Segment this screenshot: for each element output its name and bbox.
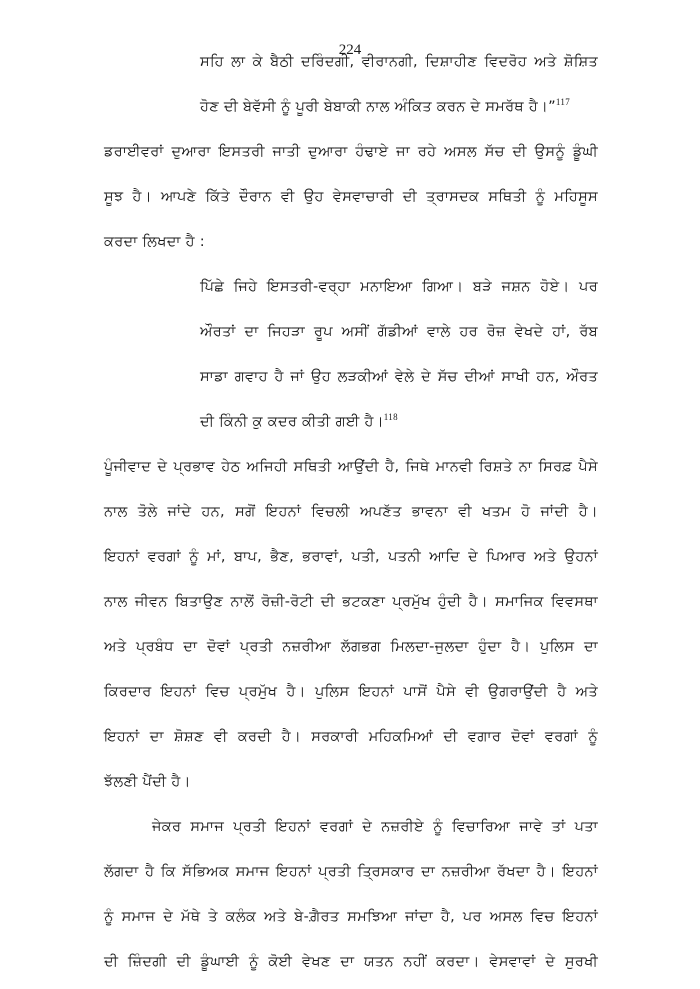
text-line: ਅਤੇ ਪ੍ਰਬੰਧ ਦਾ ਦੋਵਾਂ ਪ੍ਰਤੀ ਨਜ਼ਰੀਆ ਲੱਗਭਗ ਮਿਲਦਾ-ਜੁਲਦਾ ਹੁੰਦਾ ਹੈ। ਪੁਲਿਸ ਦਾ — [104, 639, 598, 655]
text-line: ਹੋਣ ਦੀ ਬੇਵੱਸੀ ਨੂੰ ਪੂਰੀ ਬੇਬਾਕੀ ਨਾਲ ਅੰਕਿਤ ਕਰਨ ਦੇ ਸਮਰੱਥ ਹੈ।”$^{117}$ — [200, 97, 570, 115]
text-line: ਕਿਰਦਾਰ ਇਹਨਾਂ ਵਿਚ ਪ੍ਰਮੁੱਖ ਹੈ। ਪੁਲਿਸ ਇਹਨਾਂ ਪਾਸੋਂ ਪੈਸੇ ਵੀ ਉਗਰਾਉਂਦੀ ਹੈ ਅਤੇ — [104, 684, 598, 700]
footnote-marker: 118 — [383, 412, 398, 423]
text-line: ਇਹਨਾਂ ਦਾ ਸ਼ੋਸ਼ਣ ਵੀ ਕਰਦੀ ਹੈ। ਸਰਕਾਰੀ ਮਹਿਕਮਿਆਂ ਦੀ ਵਗਾਰ ਦੋਵਾਂ ਵਰਗਾਂ ਨੂੰ — [104, 729, 598, 745]
text-line: ਪੂੰਜੀਵਾਦ ਦੇ ਪ੍ਰਭਾਵ ਹੇਠ ਅਜਿਹੀ ਸਥਿਤੀ ਆਉਂਦੀ ਹੈ, ਜਿਥੇ ਮਾਨਵੀ ਰਿਸ਼ਤੇ ਨਾ ਸਿਰਫ਼ ਪੈਸੇ — [104, 459, 598, 475]
text-line: ਇਹਨਾਂ ਵਰਗਾਂ ਨੂੰ ਮਾਂ, ਬਾਪ, ਭੈਣ, ਭਰਾਵਾਂ, ਪਤੀ, ਪਤਨੀ ਆਦਿ ਦੇ ਪਿਆਰ ਅਤੇ ਉਹਨਾਂ — [104, 549, 598, 565]
text-line: ਕਰਦਾ ਲਿਖਦਾ ਹੈ : — [104, 234, 205, 250]
text-line: ਝੱਲਣੀ ਪੈਂਦੀ ਹੈ। — [104, 774, 191, 790]
text-line: ਸਹਿ ਲਾ ਕੇ ਬੈਠੀ ਦਰਿੰਦਗੀ, ਵੀਰਾਨਗੀ, ਦਿਸ਼ਾਹੀਣ ਵਿਦਰੋਹ ਅਤੇ ਸ਼ੋਸ਼ਿਤ — [200, 54, 598, 70]
text-line: ਨਾਲ ਜੀਵਨ ਬਿਤਾਉਣ ਨਾਲੋਂ ਰੋਜ਼ੀ-ਰੋਟੀ ਦੀ ਭਟਕਣਾ ਪ੍ਰਮੁੱਖ ਹੁੰਦੀ ਹੈ। ਸਮਾਜਿਕ ਵਿਵਸਥਾ — [104, 594, 598, 610]
text-line: ਸਾਡਾ ਗਵਾਹ ਹੈ ਜਾਂ ਉਹ ਲੜਕੀਆਂ ਵੇਲੇ ਦੇ ਸੱਚ ਦੀਆਂ ਸਾਖੀ ਹਨ, ਔਰਤ — [200, 369, 598, 385]
text-line: ਸੂਝ ਹੈ। ਆਪਣੇ ਕਿੱਤੇ ਦੌਰਾਨ ਵੀ ਉਹ ਵੇਸਵਾਚਾਰੀ ਦੀ ਤ੍ਰਾਸਦਕ ਸਥਿਤੀ ਨੂੰ ਮਹਿਸੂਸ — [104, 189, 598, 205]
text-line: ਦੀ ਕਿੰਨੀ ਕੁ ਕਦਰ ਕੀਤੀ ਗਈ ਹੈ।$^{118}$ — [200, 412, 398, 430]
text-line: ਦੀ ਜ਼ਿੰਦਗੀ ਦੀ ਡੂੰਘਾਈ ਨੂੰ ਕੋਈ ਵੇਖਣ ਦਾ ਯਤਨ ਨਹੀਂ ਕਰਦਾ। ਵੇਸਵਾਵਾਂ ਦੇ ਸੁਰਖੀ — [104, 954, 598, 970]
page-number: 224 — [338, 42, 362, 58]
text-line: ਲੱਗਦਾ ਹੈ ਕਿ ਸੱਭਿਅਕ ਸਮਾਜ ਇਹਨਾਂ ਪ੍ਰਤੀ ਤ੍ਰਿਸਕਾਰ ਦਾ ਨਜ਼ਰੀਆ ਰੱਖਦਾ ਹੈ। ਇਹਨਾਂ — [104, 864, 598, 880]
text-line: ਡਰਾਈਵਰਾਂ ਦੁਆਰਾ ਇਸਤਰੀ ਜਾਤੀ ਦੁਆਰਾ ਹੰਢਾਏ ਜਾ ਰਹੇ ਅਸਲ ਸੱਚ ਦੀ ਉਸਨੂੰ ਡੂੰਘੀ — [104, 144, 598, 160]
footnote-marker: 117 — [555, 97, 570, 108]
text-line: ਪਿੱਛੇ ਜਿਹੇ ਇਸਤਰੀ-ਵਰ੍ਹਾ ਮਨਾਇਆ ਗਿਆ। ਬੜੇ ਜਸ਼ਨ ਹੋਏ। ਪਰ — [200, 279, 598, 295]
text-line: ਔਰਤਾਂ ਦਾ ਜਿਹੜਾ ਰੂਪ ਅਸੀਂ ਗੱਡੀਆਂ ਵਾਲੇ ਹਰ ਰੋਜ਼ ਵੇਖਦੇ ਹਾਂ, ਰੱਬ — [200, 324, 598, 340]
text-line: ਜੇਕਰ ਸਮਾਜ ਪ੍ਰਤੀ ਇਹਨਾਂ ਵਰਗਾਂ ਦੇ ਨਜ਼ਰੀਏ ਨੂੰ ਵਿਚਾਰਿਆ ਜਾਵੇ ਤਾਂ ਪਤਾ — [152, 819, 598, 835]
text-line: ਨੂੰ ਸਮਾਜ ਦੇ ਮੱਥੇ ਤੇ ਕਲੰਕ ਅਤੇ ਬੇ-ਗ਼ੈਰਤ ਸਮਝਿਆ ਜਾਂਦਾ ਹੈ, ਪਰ ਅਸਲ ਵਿਚ ਇਹਨਾਂ — [104, 909, 598, 925]
text-line: ਨਾਲ ਤੋਲੇ ਜਾਂਦੇ ਹਨ, ਸਗੋਂ ਇਹਨਾਂ ਵਿਚਲੀ ਅਪਣੱਤ ਭਾਵਨਾ ਵੀ ਖਤਮ ਹੋ ਜਾਂਦੀ ਹੈ। — [104, 504, 598, 520]
